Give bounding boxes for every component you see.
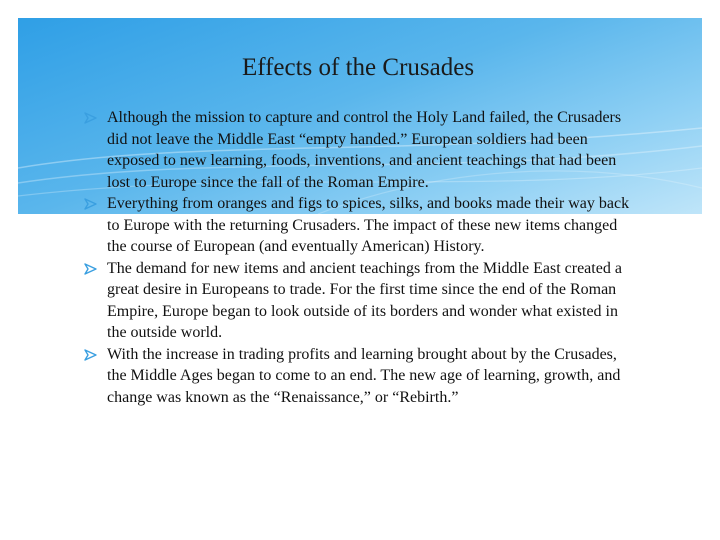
bullet-list	[84, 107, 632, 408]
bullet-item	[84, 344, 632, 409]
arrow-bullet-icon	[84, 112, 97, 124]
arrow-bullet-icon	[84, 349, 97, 361]
bullet-text: The demand for new items and ancient teachings from the Middle East created a great desire in Europeans to trade. For the first time since the end of the Roman Empire, Europe began to look outside of its borders and wonder what existed in the outside world.	[107, 259, 622, 341]
bullet-text: With the increase in trading profits and learning brought about by the Crusades, the Middle Ages began to come to an end. The new age of learning, growth, and change was known as the “Renaissance,” or “Rebirth.”	[107, 345, 621, 406]
bullet-text: Everything from oranges and figs to spices, silks, and books made their way back to Europe with the returning Crusaders. The impact of these new items changed the course of European (and eventually American) History.	[107, 195, 630, 255]
bullet-item	[84, 193, 632, 258]
bullet-text: Although the mission to capture and control the Holy Land failed, the Crusaders did not leave the Middle East “empty handed.” European soldiers had been exposed to new learning, foods, inventions, and ancient teachings that had been lost to Europe since the fall of the Roman Empire.	[107, 109, 622, 191]
slide-title: Effects of the Crusades	[241, 54, 475, 81]
arrow-bullet-icon	[84, 263, 97, 275]
bullet-item	[84, 258, 632, 344]
arrow-bullet-icon	[84, 198, 97, 210]
bullet-item	[84, 107, 632, 193]
